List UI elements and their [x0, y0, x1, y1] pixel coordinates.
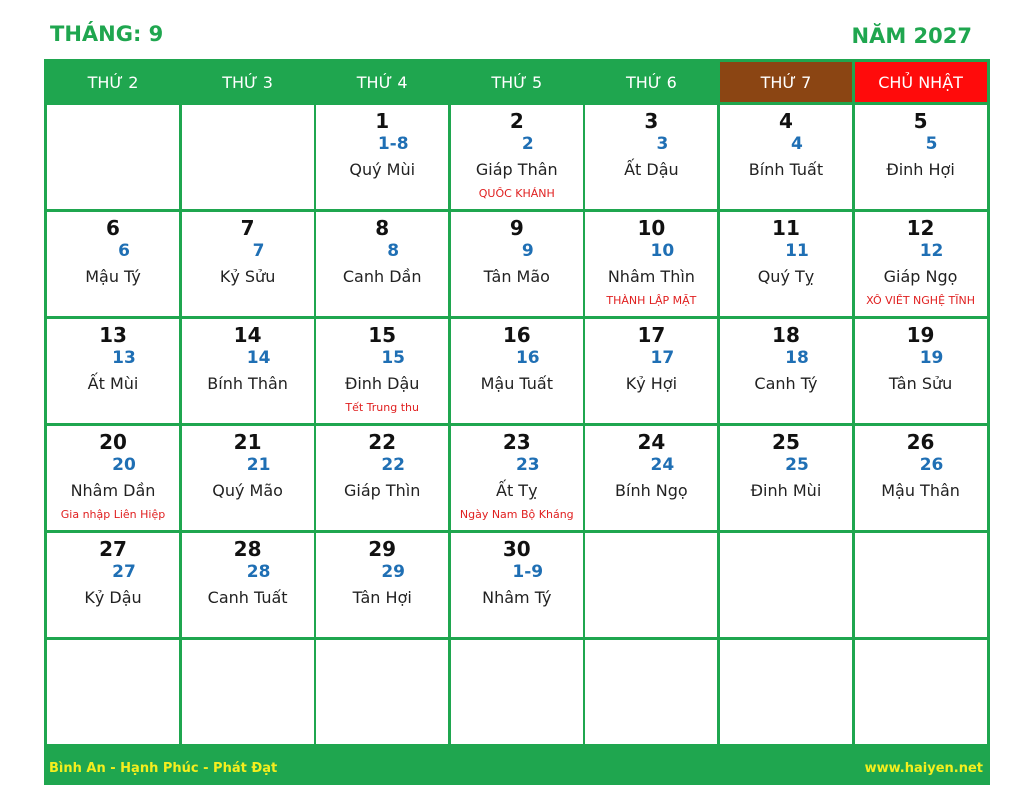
footer-website: www.haiyen.net: [864, 760, 983, 776]
lunar-date: 25: [785, 455, 809, 475]
day-cell: [47, 212, 179, 316]
day-cell: [855, 319, 987, 423]
day-cell: [855, 533, 987, 637]
lunar-date: 5: [925, 134, 938, 154]
holiday-label: XÔ VIẾT NGHỆ TĨNH: [866, 294, 975, 307]
day-cell: [316, 426, 448, 530]
weekday-header-sun: CHỦ NHẬT: [855, 62, 987, 102]
lunar-date: 2: [521, 134, 534, 154]
can-chi-name: Bính Ngọ: [615, 481, 688, 500]
lunar-date: 6: [118, 241, 130, 261]
solar-date: 24: [637, 430, 666, 454]
can-chi-name: Ất Tỵ: [496, 481, 538, 500]
day-cell: [585, 319, 717, 423]
lunar-date: 9: [521, 241, 534, 261]
day-cell: [316, 212, 448, 316]
can-chi-name: Ất Mùi: [87, 374, 139, 393]
month-title: THÁNG: 9: [50, 22, 164, 46]
day-cell: [316, 533, 448, 637]
lunar-date: 1-9: [512, 562, 544, 582]
can-chi-name: Tân Mão: [483, 267, 550, 286]
can-chi-name: Quý Mùi: [349, 160, 416, 179]
day-cell: [585, 533, 717, 637]
can-chi-name: Bính Thân: [207, 374, 288, 393]
can-chi-name: Nhâm Tý: [482, 588, 552, 607]
solar-date: 6: [106, 216, 120, 240]
day-cell: [720, 212, 852, 316]
day-cell: [182, 319, 314, 423]
day-cell: [451, 105, 583, 209]
day-cell: [720, 426, 852, 530]
day-cell: [316, 105, 448, 209]
solar-date: 27: [99, 537, 127, 561]
lunar-date: 14: [246, 348, 271, 368]
day-cell: [855, 426, 987, 530]
solar-date: 13: [99, 323, 127, 347]
day-cell: [182, 426, 314, 530]
holiday-label: Ngày Nam Bộ Kháng: [459, 508, 574, 521]
lunar-date: 20: [112, 455, 136, 475]
lunar-date: 13: [112, 348, 136, 368]
solar-date: 21: [233, 430, 262, 454]
solar-date: 16: [502, 323, 531, 347]
weekday-header-mon: THỨ 2: [87, 72, 139, 92]
lunar-date: 19: [919, 348, 944, 368]
calendar-footer: [44, 751, 990, 785]
solar-date: 11: [772, 216, 800, 240]
solar-date: 29: [368, 537, 397, 561]
lunar-date: 26: [919, 455, 944, 475]
solar-date: 9: [509, 216, 524, 240]
lunar-date: 8: [387, 241, 400, 261]
day-cell: [855, 105, 987, 209]
can-chi-name: Canh Tuất: [207, 588, 288, 607]
holiday-label: Gia nhập Liên Hiệp: [60, 508, 166, 521]
footer-slogan: Bình An - Hạnh Phúc - Phát Đạt: [49, 760, 278, 776]
day-cell: [182, 105, 314, 209]
day-cell: [316, 319, 448, 423]
holiday-label: Tết Trung thu: [345, 401, 419, 414]
day-cell: [720, 105, 852, 209]
can-chi-name: Đinh Hợi: [886, 160, 955, 179]
can-chi-name: Kỷ Hợi: [625, 374, 678, 393]
weekday-header-thu: THỨ 5: [491, 72, 543, 92]
lunar-date: 28: [246, 562, 271, 582]
day-cell: [316, 640, 448, 744]
solar-date: 4: [779, 109, 793, 133]
can-chi-name: Nhâm Thìn: [607, 267, 695, 286]
lunar-date: 23: [515, 455, 540, 475]
lunar-date: 3: [656, 134, 669, 154]
can-chi-name: Nhâm Dần: [70, 481, 156, 500]
day-cell: [720, 533, 852, 637]
can-chi-name: Mậu Thân: [881, 481, 960, 500]
day-cell: [585, 212, 717, 316]
lunar-date: 27: [112, 562, 136, 582]
can-chi-name: Ất Dậu: [624, 160, 679, 179]
day-cell: [720, 319, 852, 423]
solar-date: 3: [644, 109, 659, 133]
lunar-date: 7: [252, 241, 265, 261]
day-cell: [47, 105, 179, 209]
day-cell: [855, 640, 987, 744]
day-cell: [585, 426, 717, 530]
solar-date: 23: [502, 430, 531, 454]
can-chi-name: Tân Sửu: [888, 374, 953, 393]
holiday-label: QUỐC KHÁNH: [478, 187, 555, 200]
solar-date: 17: [637, 323, 666, 347]
weekday-header-tue: THỨ 3: [222, 72, 273, 92]
solar-date: 30: [502, 537, 531, 561]
lunar-date: 16: [515, 348, 540, 368]
can-chi-name: Kỷ Sửu: [219, 267, 276, 286]
lunar-date: 11: [785, 241, 809, 261]
solar-date: 10: [637, 216, 666, 240]
day-cell: [585, 105, 717, 209]
can-chi-name: Bính Tuất: [748, 160, 824, 179]
solar-date: 1: [375, 109, 390, 133]
solar-date: 18: [772, 323, 800, 347]
can-chi-name: Tân Hợi: [352, 588, 412, 607]
day-cell: [182, 640, 314, 744]
can-chi-name: Quý Mão: [212, 481, 283, 500]
can-chi-name: Giáp Thân: [475, 160, 558, 179]
lunar-date: 22: [381, 455, 406, 475]
holiday-label: THÀNH LẬP MẶT: [606, 294, 697, 307]
solar-date: 8: [375, 216, 390, 240]
weekday-header-fri: THỨ 6: [625, 72, 677, 92]
solar-date: 7: [240, 216, 255, 240]
lunar-date: 15: [381, 348, 406, 368]
day-cell: [451, 533, 583, 637]
can-chi-name: Kỷ Dậu: [84, 588, 142, 607]
day-cell: [47, 533, 179, 637]
can-chi-name: Quý Tỵ: [757, 267, 815, 286]
day-cell: [585, 640, 717, 744]
day-cell: [451, 426, 583, 530]
can-chi-name: Canh Dần: [342, 267, 422, 286]
lunar-date: 1-8: [377, 134, 409, 154]
can-chi-name: Mậu Tý: [85, 267, 141, 286]
day-cell: [47, 640, 179, 744]
can-chi-name: Giáp Ngọ: [883, 267, 958, 286]
day-cell: [47, 319, 179, 423]
can-chi-name: Mậu Tuất: [480, 374, 553, 393]
day-cell: [855, 212, 987, 316]
solar-date: 2: [509, 109, 524, 133]
can-chi-name: Canh Tý: [754, 374, 818, 393]
day-cell: [720, 640, 852, 744]
day-cell: [182, 212, 314, 316]
calendar-grid: [47, 62, 987, 747]
solar-date: 12: [906, 216, 935, 240]
lunar-date: 21: [246, 455, 271, 475]
lunar-date: 24: [650, 455, 675, 475]
day-cell: [182, 533, 314, 637]
lunar-date: 18: [785, 348, 809, 368]
day-cell: [451, 212, 583, 316]
lunar-date: 12: [919, 241, 944, 261]
can-chi-name: Đinh Mùi: [750, 481, 822, 500]
year-title: NĂM 2027: [851, 24, 972, 48]
solar-date: 22: [368, 430, 397, 454]
day-cell: [451, 640, 583, 744]
weekday-header-wed: THỨ 4: [356, 72, 408, 92]
lunar-date: 29: [381, 562, 406, 582]
solar-date: 28: [233, 537, 262, 561]
solar-date: 19: [906, 323, 935, 347]
solar-date: 26: [906, 430, 935, 454]
weekday-header-sat: THỨ 7: [720, 62, 852, 102]
solar-date: 14: [233, 323, 262, 347]
solar-date: 5: [913, 109, 928, 133]
lunar-date: 10: [650, 241, 675, 261]
day-cell: [451, 319, 583, 423]
can-chi-name: Đinh Dậu: [344, 374, 420, 393]
lunar-date: 17: [650, 348, 675, 368]
lunar-date: 4: [791, 134, 803, 154]
solar-date: 20: [99, 430, 127, 454]
solar-date: 25: [772, 430, 800, 454]
solar-date: 15: [368, 323, 397, 347]
can-chi-name: Giáp Thìn: [343, 481, 421, 500]
day-cell: [47, 426, 179, 530]
calendar-frame: [44, 59, 990, 785]
